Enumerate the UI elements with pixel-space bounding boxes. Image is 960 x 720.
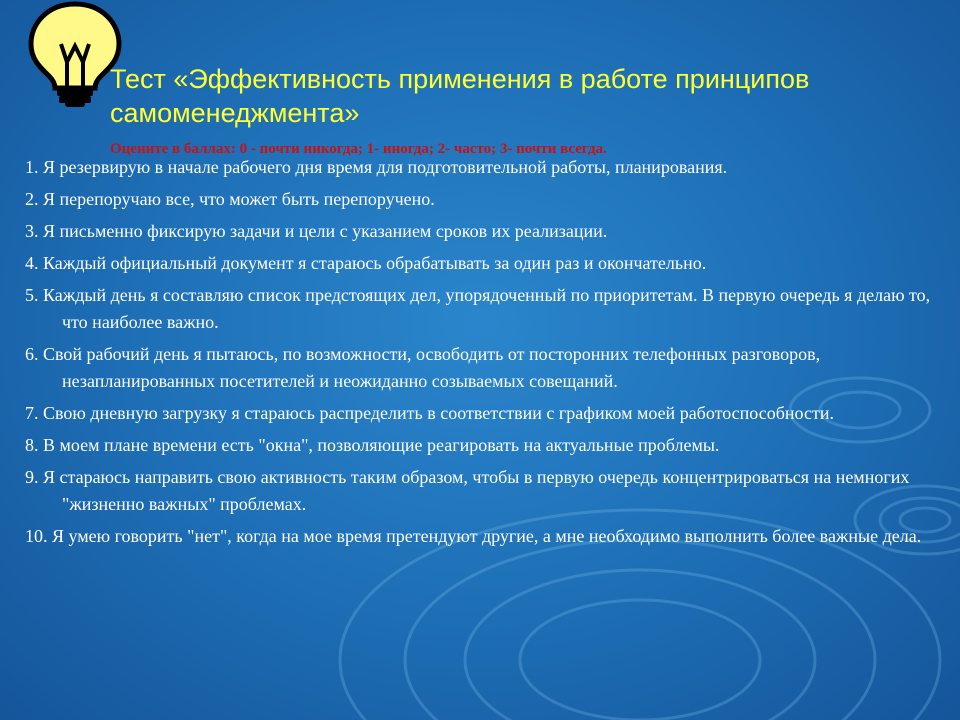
list-item: 6. Свой рабочий день я пытаюсь, по возможности, освободить от посторонних телефонных разговоров, незапланированных посетителей и неожиданно созываемых совещаний.	[25, 344, 821, 391]
list-item: 2. Я перепоручаю все, что может быть перепоручено.	[25, 189, 435, 209]
scoring-instruction: Оцените в баллах: 0 - почти никогда; 1- иногда; 2- часто; 3- почти всегда.	[110, 141, 607, 157]
list-item: 5. Каждый день я составляю список предстоящих дел, упорядоченный по приоритетам. В первую очередь я делаю то, что наиболее важно.	[25, 285, 931, 332]
list-item: 9. Я стараюсь направить свою активность таким образом, чтобы в первую очередь концентрироваться на немногих "жизненно важных" проблемах.	[25, 467, 910, 514]
list-item: 4. Каждый официальный документ я стараюсь обрабатывать за один раз и окончательно.	[25, 253, 707, 273]
list-item: 10. Я умею говорить "нет", когда на мое время претендуют другие, а мне необходимо выполнить более важные дела.	[25, 526, 922, 546]
list-item: 8. В моем плане времени есть "окна", позволяющие реагировать на актуальные проблемы.	[25, 435, 720, 455]
list-item: 3. Я письменно фиксирую задачи и цели с указанием сроков их реализации.	[25, 221, 608, 241]
list-item: 1. Я резервирую в начале рабочего дня время для подготовительной работы, планирования.	[25, 157, 728, 177]
question-list	[25, 154, 950, 555]
slide-title: Тест «Эффективность применения в работе принципов самоменеджмента»	[110, 64, 810, 128]
list-item: 7. Свою дневную загрузку я стараюсь распределить в соответствии с графиком моей работоспособности.	[25, 403, 834, 423]
